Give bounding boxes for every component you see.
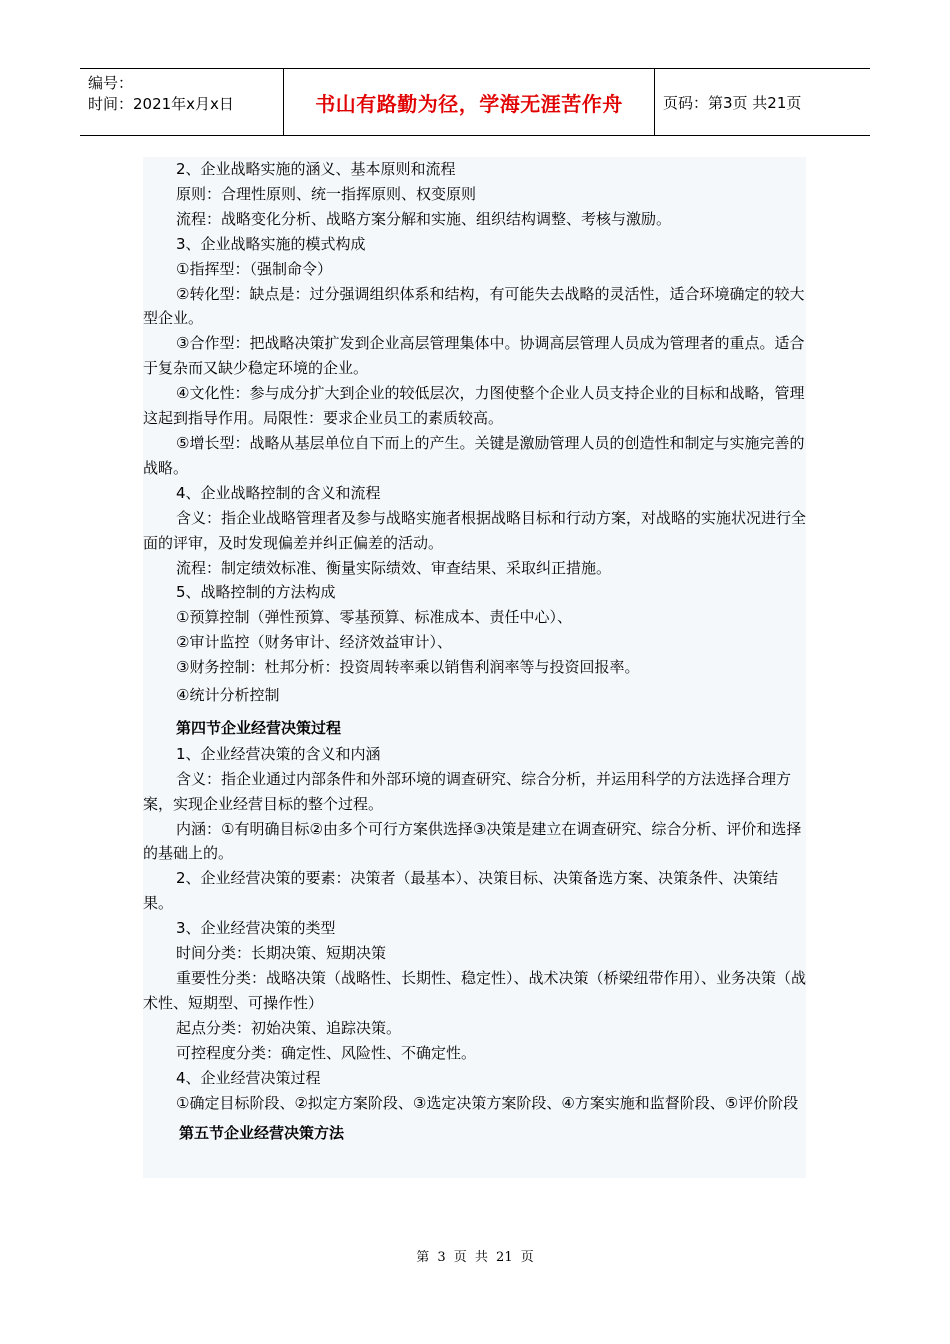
paragraph: 流程：战略变化分析、战略方案分解和实施、组织结构调整、考核与激励。	[176, 209, 672, 228]
paragraph: 内涵：①有明确目标②由多个可行方案供选择③决策是建立在调查研究、综合分析、评价和选择的基础上的。	[143, 819, 802, 863]
paragraph: 2、企业经营决策的要素：决策者（最基本）、决策目标、决策备选方案、决策条件、决策结果。	[143, 869, 779, 913]
paragraph: ③财务控制：杜邦分析：投资周转率乘以销售利润率等与投资回报率。	[176, 658, 640, 677]
paragraph: 2、企业战略实施的涵义、基本原则和流程	[176, 160, 456, 178]
paragraph: 流程：制定绩效标准、衡量实际绩效、审查结果、采取纠正措施。	[176, 558, 612, 577]
paragraph: 时间分类：长期决策、短期决策	[176, 944, 387, 963]
doc-date: 时间：2021年x月x日	[88, 95, 234, 113]
paragraph: 原则：合理性原则、统一指挥原则、权变原则	[176, 184, 477, 203]
paragraph: ⑤增长型：战略从基层单位自下而上的产生。关键是激励管理人员的创造性和制定与实施完善的战略。	[143, 433, 805, 477]
paragraph: 含义：指企业战略管理者及参与战略实施者根据战略目标和行动方案，对战略的实施状况进行全面的评审，及时发现偏差并纠正偏差的活动。	[143, 508, 807, 552]
section-heading: 第四节企业经营决策过程	[176, 718, 342, 737]
paragraph: ②转化型：缺点是：过分强调组织体系和结构，有可能失去战略的灵活性，适合环境确定的较大型企业。	[143, 284, 805, 328]
header-page-info: 页码：第3页 共21页	[663, 93, 802, 112]
document-body	[143, 157, 806, 1178]
paragraph: 3、企业经营决策的类型	[176, 919, 336, 938]
paragraph: 起点分类：初始决策、追踪决策。	[176, 1018, 402, 1037]
paragraph: 含义：指企业通过内部条件和外部环境的调查研究、综合分析，并运用科学的方法选择合理方案，实现企业经营目标的整个过程。	[143, 769, 792, 813]
header-divider-right	[654, 69, 655, 135]
paragraph: 可控程度分类：确定性、风险性、不确定性。	[176, 1043, 477, 1062]
paragraph: 5、战略控制的方法构成	[176, 583, 336, 602]
paragraph: 3、企业战略实施的模式构成	[176, 234, 366, 253]
paragraph: 4、企业战略控制的含义和流程	[176, 483, 381, 502]
paragraph: ④文化性：参与成分扩大到企业的较低层次，力图使整个企业人员支持企业的目标和战略，管理这起到指导作用。局限性：要求企业员工的素质较高。	[143, 384, 805, 428]
paragraph: ①确定目标阶段、②拟定方案阶段、③选定决策方案阶段、④方案实施和监督阶段、⑤评价阶段	[176, 1093, 799, 1112]
page-footer: 第 3 页 共 21 页	[416, 1250, 534, 1265]
paragraph: 1、企业经营决策的含义和内涵	[176, 744, 381, 763]
paragraph: ④统计分析控制	[176, 686, 280, 705]
paragraph: ②审计监控（财务审计、经济效益审计）、	[176, 633, 452, 652]
page-header	[80, 68, 870, 136]
section-heading: 第五节企业经营决策方法	[179, 1124, 345, 1143]
paragraph: 重要性分类：战略决策（战略性、长期性、稳定性）、战术决策（桥梁纽带作用）、业务决策（战术性、短期型、可操作性）	[143, 969, 807, 1012]
header-meta	[88, 73, 278, 115]
paragraph: ①预算控制（弹性预算、零基预算、标准成本、责任中心）、	[176, 608, 572, 627]
paragraph: ③合作型：把战略决策扩发到企业高层管理集体中。协调高层管理人员成为管理者的重点。适合于复杂而又缺少稳定环境的企业。	[143, 334, 805, 378]
doc-number: 编号：	[88, 74, 134, 92]
paragraph: ①指挥型：（强制命令）	[176, 259, 332, 278]
paragraph: 4、企业经营决策过程	[176, 1068, 321, 1087]
header-motto: 书山有路勤为径，学海无涯苦作舟	[315, 91, 623, 116]
